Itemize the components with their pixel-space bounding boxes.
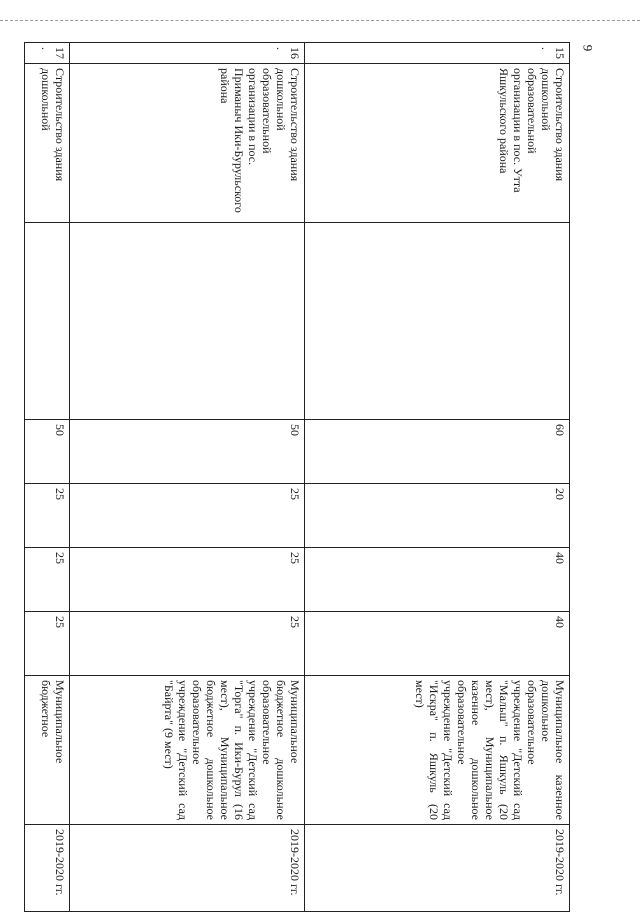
institution-list: Муниципальное казенное дошкольное образовательное учреждение "Детский сад "Мальш" п. Яшкуль (20 мест), Муниципальное казенное дошкольное образовательное учреждение "Детский сад "Искра" п. Яшкуль (20 мест): [305, 676, 570, 825]
institution-list: Муниципальное бюджетное: [25, 676, 70, 825]
row-number: 15.: [305, 43, 570, 64]
period-cell: 2019-2020 гг.: [70, 825, 305, 912]
capacity-value: 25: [70, 612, 305, 676]
capacity-value: 25: [25, 612, 70, 676]
project-name: Строительство здания дошкольной образовательной организации в пос. Приманыч Ики-Бурульского района: [70, 64, 305, 223]
capacity-value: 25: [25, 484, 70, 548]
row-number: 16.: [70, 43, 305, 64]
capacity-total: 50: [25, 420, 70, 484]
capacity-value: 40: [305, 612, 570, 676]
capacity-value: 25: [70, 484, 305, 548]
construction-table: [24, 42, 570, 912]
capacity-value: 25: [25, 548, 70, 612]
page-number: 9: [580, 44, 596, 52]
capacity-value: 20: [305, 484, 570, 548]
table-row: [25, 43, 70, 912]
period-cell: 2019-2020 гг.: [305, 825, 570, 912]
row-number: 17.: [25, 43, 70, 64]
capacity-total: 60: [305, 420, 570, 484]
rotated-page-content: [35, 42, 570, 896]
table-row: [305, 43, 570, 912]
capacity-value: 40: [305, 548, 570, 612]
project-name: Строительство здания дошкольной: [25, 64, 70, 223]
project-name: Строительство здания дошкольной образовательной организации в пос. Утта Яшкульского района: [305, 64, 570, 223]
capacity-total: 50: [70, 420, 305, 484]
blank-cell: [70, 223, 305, 420]
period-cell: 2019-2020 гг.: [25, 825, 70, 912]
blank-cell: [25, 223, 70, 420]
page-top-border: [0, 20, 640, 21]
capacity-value: 25: [70, 548, 305, 612]
blank-cell: [305, 223, 570, 420]
table-row: [70, 43, 305, 912]
institution-list: Муниципальное бюджетное дошкольное образовательное учреждение "Детский сад "Торга" п. Ики-Бурул (16 мест), Муниципальное бюджетное дошкольное образовательное учреждение "Детский сад "Байрта" (9 мест): [70, 676, 305, 825]
